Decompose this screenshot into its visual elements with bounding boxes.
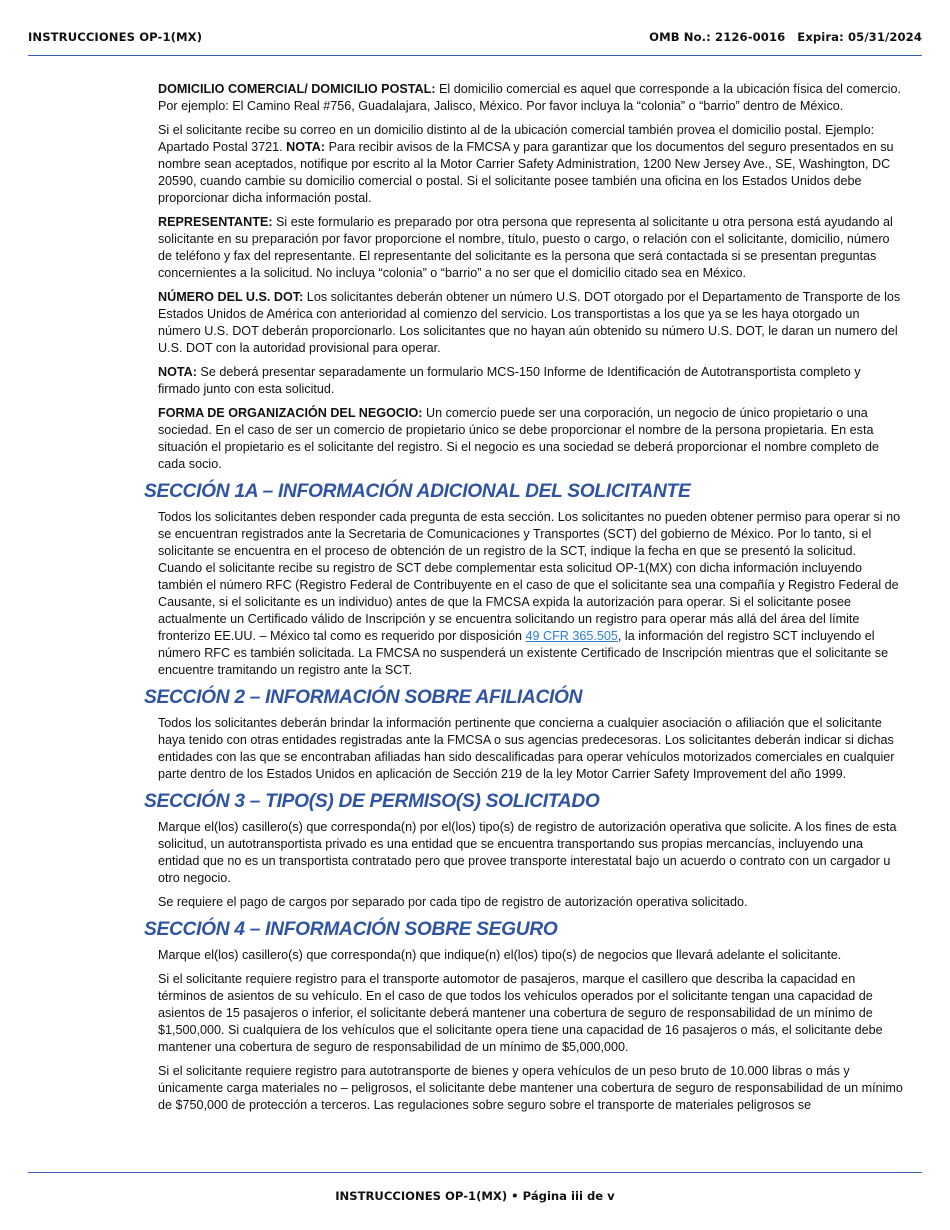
- label-nota-mcs150: NOTA:: [158, 365, 197, 379]
- omb-number: OMB No.: 2126-0016: [649, 30, 786, 44]
- paragraph-domicilio: DOMICILIO COMERCIAL/ DOMICILIO POSTAL: El domicilio comercial es aquel que corresponde a la ubicación física del comercio. Por ejemplo: El Camino Real #756, Guadalajara, Jalisco, México. Por favor incluya la “colonia” o “barrio” dentro de México.: [158, 82, 902, 113]
- paragraph-forma-organizacion: FORMA DE ORGANIZACIÓN DEL NEGOCIO: Un comercio puede ser una corporación, un negocio de único propietario o una sociedad. En el caso de ser un comercio de propietario único se debe proporcionar el nombre de la persona propietaria. En esta situación el propietario es el solicitante del registro. Si el negocio es una sociedad se deberá proporcionar el nombre completo de cada socio.: [158, 406, 880, 471]
- label-nota: NOTA:: [286, 140, 326, 154]
- section-4-paragraph-2: Si el solicitante requiere registro para el transporte automotor de pasajeros, marque el casillero que describa la capacidad en términos de asientos de su vehículo. En el caso de que todos los vehículos operados por el solicitante tengan una capacidad de asientos de 15 pasajeros o inferior, el solicitante deberá mantener una cobertura de seguro de responsabilidad de un mínimo de $1,500,000. Si cualquiera de los vehículos que el solicitante opera tiene una capacidad de 16 pasajeros o más, el solicitante debe mantener una cobertura de seguro de responsabilidad de un mínimo de $5,000,000.: [158, 972, 883, 1054]
- section-1a-paragraph: Todos los solicitantes deben responder cada pregunta de esta sección. Los solicitantes no pueden obtener permiso para operar si no se encuentran registrados ante la Secretaria de Comunicaciones y Transportes (SCT) del gobierno de México. Por lo tanto, si el solicitante se encuentra en el proceso de obtención de un registro de la SCT, indique la fecha en que se presentó la solicitud. Cuando el solicitante recibe su registro de SCT debe complementar esta solicitud OP-1(MX) con dicha información incluyendo también el número RFC (Registro Federal de Contribuyente en el caso de que el solicitante sea una compañía y Registro Federal de Causante, si el solicitante es un individuo) antes de que la FMCSA expida la autorización para operar. Si el solicitante posee actualmente un Certificado válido de Inscripción y se encuentra solicitando un registro para operar más allá del área del límite fronterizo EE.UU. – México tal como es requerido por disposición 49 CFR 365.505, la información del registro SCT incluyendo el número RFC es también solicitada. La FMCSA no suspenderá un existente Certificado de Inscripción mientras que el solicitante se encuentre tramitando un registro ante la SCT.: [158, 510, 901, 677]
- section-2-heading: SECCIÓN 2 – INFORMACIÓN SOBRE AFILIACIÓN: [144, 687, 583, 708]
- page-footer: [28, 1172, 922, 1205]
- instructions-body: [144, 81, 903, 1121]
- page-header: [28, 30, 922, 56]
- document-title: INSTRUCCIONES OP-1(MX): [28, 30, 203, 44]
- paragraph-nota-mcs150: NOTA: Se deberá presentar separadamente un formulario MCS-150 Informe de Identificación de Autotransportista completo y firmado junto con esta solicitud.: [158, 365, 861, 396]
- section-4-heading: SECCIÓN 4 – INFORMACIÓN SOBRE SEGURO: [144, 919, 558, 940]
- page-number: INSTRUCCIONES OP-1(MX) • Página iii de v: [335, 1189, 615, 1203]
- label-domicilio: DOMICILIO COMERCIAL/ DOMICILIO POSTAL:: [158, 82, 436, 96]
- omb-info: [649, 30, 922, 44]
- expiry-date: Expira: 05/31/2024: [797, 30, 922, 44]
- label-forma-organizacion: FORMA DE ORGANIZACIÓN DEL NEGOCIO:: [158, 406, 423, 420]
- section-2-paragraph: Todos los solicitantes deberán brindar la información pertinente que concierna a cualquier asociación o afiliación que el solicitante haya tenido con otras entidades registradas ante la FMCSA o sus agencias predecesoras. Los solicitantes deberán indicar si dichas entidades con las que se encontraban afiliadas han sido descalificadas para operar vehículos motorizados comerciales en cualquier parte dentro de los Estados Unidos en aplicación de Sección 219 de la ley Motor Carrier Safety Improvement del año 1999.: [158, 716, 895, 781]
- paragraph-representante: REPRESENTANTE: Si este formulario es preparado por otra persona que representa al solicitante u otra persona está ayudando al solicitante en su preparación por favor proporcione el nombre, título, puesto o cargo, o relación con el solicitante, domicilio, número de teléfono y fax del representante. El representante del solicitante es la persona que será contactada si se presentan preguntas concernientes a la solicitud. No incluya “colonia” o “barrio” a no ser que el domicilio citado sea en México.: [158, 215, 893, 280]
- paragraph-postal: Si el solicitante recibe su correo en un domicilio distinto al de la ubicación comercial también provea el domicilio postal. Ejemplo: Apartado Postal 3721. NOTA: Para recibir avisos de la FMCSA y para garantizar que los documentos del seguro presentados en su nombre sean aceptados, notifique por escrito al la Motor Carrier Safety Administration, 1200 New Jersey Ave., SE, Washington, DC 20590, cuando cambie su domicilio comercial o postal. Si el solicitante posee también una oficina en los Estados Unidos debe proporcionar dicha información postal.: [158, 123, 894, 205]
- label-usdot: NÚMERO DEL U.S. DOT:: [158, 290, 304, 304]
- paragraph-usdot: NÚMERO DEL U.S. DOT: Los solicitantes deberán obtener un número U.S. DOT otorgado por el Departamento de Transporte de los Estados Unidos de América con anterioridad al comienzo del servicio. Los transportistas a los que ya se les haya otorgado un número U.S. DOT deberán proporcionarlo. Los solicitantes que no hayan aún obtenido su número U.S. DOT, le daran un numero del U.S. DOT con la autoridad provisional para operar.: [158, 290, 901, 355]
- label-representante: REPRESENTANTE:: [158, 215, 273, 229]
- section-4-paragraph-1: Marque el(los) casillero(s) que corresponda(n) que indique(n) el(los) tipo(s) de negocios que llevará adelante el solicitante.: [158, 948, 842, 962]
- section-3-paragraph-2: Se requiere el pago de cargos por separado por cada tipo de registro de autorización operativa solicitado.: [158, 895, 748, 909]
- section-3-paragraph-1: Marque el(los) casillero(s) que corresponda(n) por el(los) tipo(s) de registro de autorización operativa que solicite. A los fines de esta solicitud, un autotransportista privado es una entidad que se encuentra transportando sus propias mercancías, incluyendo una entidad que no es un transportista contratado pero que provee transporte interestatal bajo un acuerdo o contrato con un cargador u otro negocio.: [158, 820, 897, 885]
- section-1a-heading: SECCIÓN 1A – INFORMACIÓN ADICIONAL DEL SOLICITANTE: [144, 481, 691, 502]
- section-3-heading: SECCIÓN 3 – TIPO(S) DE PERMISO(S) SOLICITADO: [144, 791, 600, 812]
- cfr-link[interactable]: 49 CFR 365.505: [525, 629, 618, 643]
- section-4-paragraph-3: Si el solicitante requiere registro para autotransporte de bienes y opera vehículos de un peso bruto de 10.000 libras o más y únicamente carga materiales no – peligrosos, el solicitante debe mantener una cobertura de seguro de responsabilidad de un mínimo de $750,000 de protección a terceros. Las regulaciones sobre seguro sobre el transporte de materiales peligrosos se: [158, 1064, 903, 1112]
